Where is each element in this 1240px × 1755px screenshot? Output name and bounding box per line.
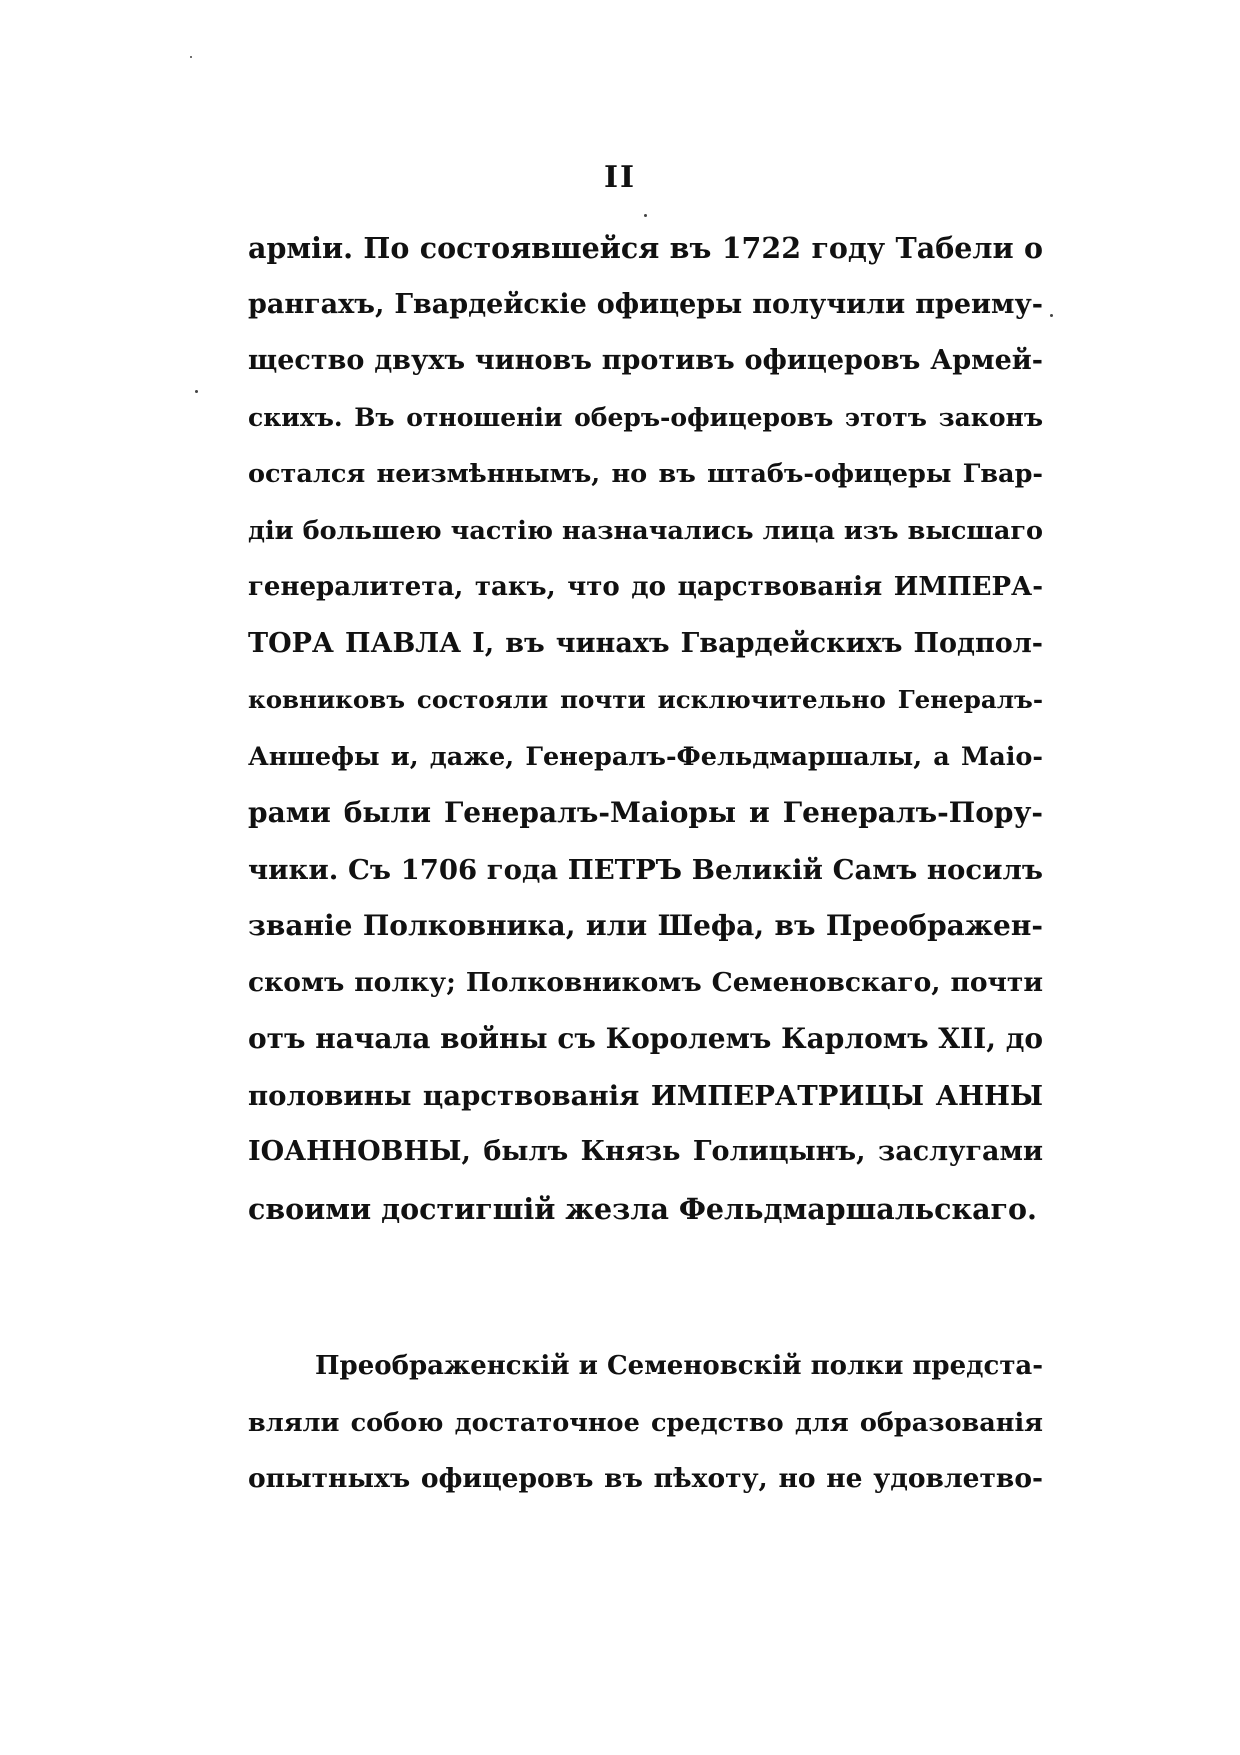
page-number: II <box>603 160 637 195</box>
scan-speck <box>190 56 192 58</box>
text-line: діи большею частію назначались лица изъ высшаго <box>248 516 1043 546</box>
text-line: Аншефы и, даже, Генералъ-Фельдмаршалы, а Маіо- <box>248 742 1043 772</box>
text-line: генералитета, такъ, что до царствованія ИМПЕРА- <box>248 572 1043 602</box>
scan-speck <box>195 390 198 393</box>
text-line: остался неизмѣннымъ, но въ штабъ-офицеры Гвар- <box>248 459 1043 489</box>
text-line: чики. Съ 1706 года ПЕТРЪ Великій Самъ носилъ <box>248 854 1043 886</box>
scan-speck <box>1050 314 1053 317</box>
text-line: опытныхъ офицеровъ въ пѣхоту, но не удовлетво- <box>248 1463 1043 1494</box>
text-line: ІОАННОВНЫ, былъ Князь Голицынъ, заслугами <box>248 1136 1043 1167</box>
scan-speck <box>644 214 647 217</box>
text-line: половины царствованія ИМПЕРАТРИЦЫ АННЫ <box>248 1080 1043 1112</box>
text-line: ковниковъ состояли почти исключительно Генералъ- <box>248 685 1043 714</box>
text-line: рангахъ, Гвардейскіе офицеры получили преиму- <box>248 289 1043 320</box>
text-line: Преображенскій и Семеновскій полки предста- <box>315 1351 1044 1381</box>
text-line: ТОРА ПАВЛА I, въ чинахъ Гвардейскихъ Подпол- <box>248 628 1043 659</box>
text-line: щество двухъ чиновъ противъ офицеровъ Армей- <box>248 345 1043 376</box>
text-line: скихъ. Въ отношеніи оберъ-офицеровъ этотъ законъ <box>248 403 1043 432</box>
text-line: рами были Генералъ-Маіоры и Генералъ-Пору- <box>248 796 1043 829</box>
text-line: званіе Полковника, или Шефа, въ Преображен- <box>248 909 1043 942</box>
text-line: отъ начала войны съ Королемъ Карломъ XII, до <box>248 1022 1044 1055</box>
text-line: скомъ полку; Полковникомъ Семеновскаго, почти <box>248 967 1043 998</box>
text-line: вляли собою достаточное средство для образованія <box>248 1408 1043 1438</box>
text-line: своими достигшій жезла Фельдмаршальскаго. <box>248 1192 1037 1226</box>
text-line: арміи. По состоявшейся въ 1722 году Табели о <box>248 231 1043 265</box>
